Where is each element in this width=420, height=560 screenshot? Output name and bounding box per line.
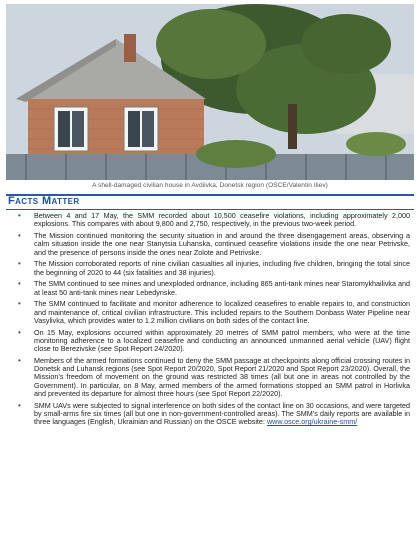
fact-text: SMM UAVs were subjected to signal interference on both sides of the contact line on 30 occasions, and were targeted by small-arms fire six times (all but one in non-government-controlled areas). The SMM’s daily reports are available in three languages (English, Ukrainian and Russian) on the OSCE website: — [34, 400, 410, 427]
bullet-icon: • — [18, 400, 21, 410]
facts-list — [8, 212, 410, 430]
fact-text: The Mission corroborated reports of nine civilian casualties all injuries, including five children, bringing the total since the beginning of 2020 to 44 (six fatalities and 38 injuries). — [34, 259, 410, 277]
osce-website-link[interactable]: www.osce.org/ukraine-smm/ — [266, 417, 358, 427]
fact-text: Between 4 and 17 May, the SMM recorded about 10,500 ceasefire violations, including approximately 2,000 explosions. This compares with about 9,800 and 2,750, respectively, in the previous two-week period. — [34, 211, 410, 229]
section-heading: Facts Matter — [8, 195, 80, 207]
fact-item — [8, 260, 410, 277]
bullet-icon: • — [18, 299, 21, 309]
fact-item — [8, 357, 410, 398]
fact-text: On 15 May, explosions occurred within approximately 20 metres of SMM patrol members, who were at the time monitoring adherence to a localized ceasefire and conducting an announced unmanned aerial vehicle (UAV) flight close to Berezivske (see Spot Report 24/2020). — [34, 327, 410, 354]
bullet-icon: • — [18, 327, 21, 337]
house-illustration — [6, 4, 414, 180]
bullet-icon: • — [18, 259, 21, 269]
fact-item — [8, 212, 410, 229]
photo-caption: A shell-damaged civilian house in Avdiivka, Donetsk region (OSCE/Valentin Iliev) — [92, 182, 328, 189]
house-photo — [6, 4, 414, 180]
fact-item — [8, 232, 410, 257]
fact-text: Members of the armed formations continued to deny the SMM passage at checkpoints along official crossing routes in Donetsk and Luhansk regions (see Spot Report 20/2020, Spot Report 21/2020 and Spot Report 23/2020). Overall, the Mission’s freedom of movement on the ground was restricted 38 times (all but one in areas not controlled by the Government). In particular, on 8 May, armed members of the armed formations stopped an SMM patrol in Horlivka and prevented its departure for almost three hours (see Spot Report 22/2020). — [34, 355, 410, 398]
heading-bottom-rule — [6, 209, 414, 210]
fact-text: The SMM continued to facilitate and monitor adherence to localized ceasefires to enable repairs to, and construction and maintenance of, critical civilian infrastructure. This included repairs to the Southern Donbass Water Pipeline near Vasylivka, which provides water to 1.2 million civilians on both sides of the contact line. — [34, 299, 410, 325]
bullet-icon: • — [18, 355, 21, 365]
fact-item — [8, 402, 410, 427]
bullet-icon: • — [18, 230, 21, 240]
bullet-icon: • — [18, 279, 21, 289]
bullet-icon: • — [18, 211, 21, 220]
fact-text: The Mission continued monitoring the security situation in and around the three disengagement areas, observing a calm situation inside the one near Stanytsia Luhanska, continued ceasefire violations inside the one near Petrivske, and the presence of persons inside the ones near Zolote and Petrivske. — [34, 230, 410, 257]
fact-item — [8, 329, 410, 354]
fact-item — [8, 280, 410, 297]
fact-item — [8, 300, 410, 325]
fact-text: The SMM continued to see mines and unexploded ordnance, including 865 anti-tank mines near Staromykhailivka and at least 50 anti-tank mines near Lebedynske. — [34, 279, 410, 297]
